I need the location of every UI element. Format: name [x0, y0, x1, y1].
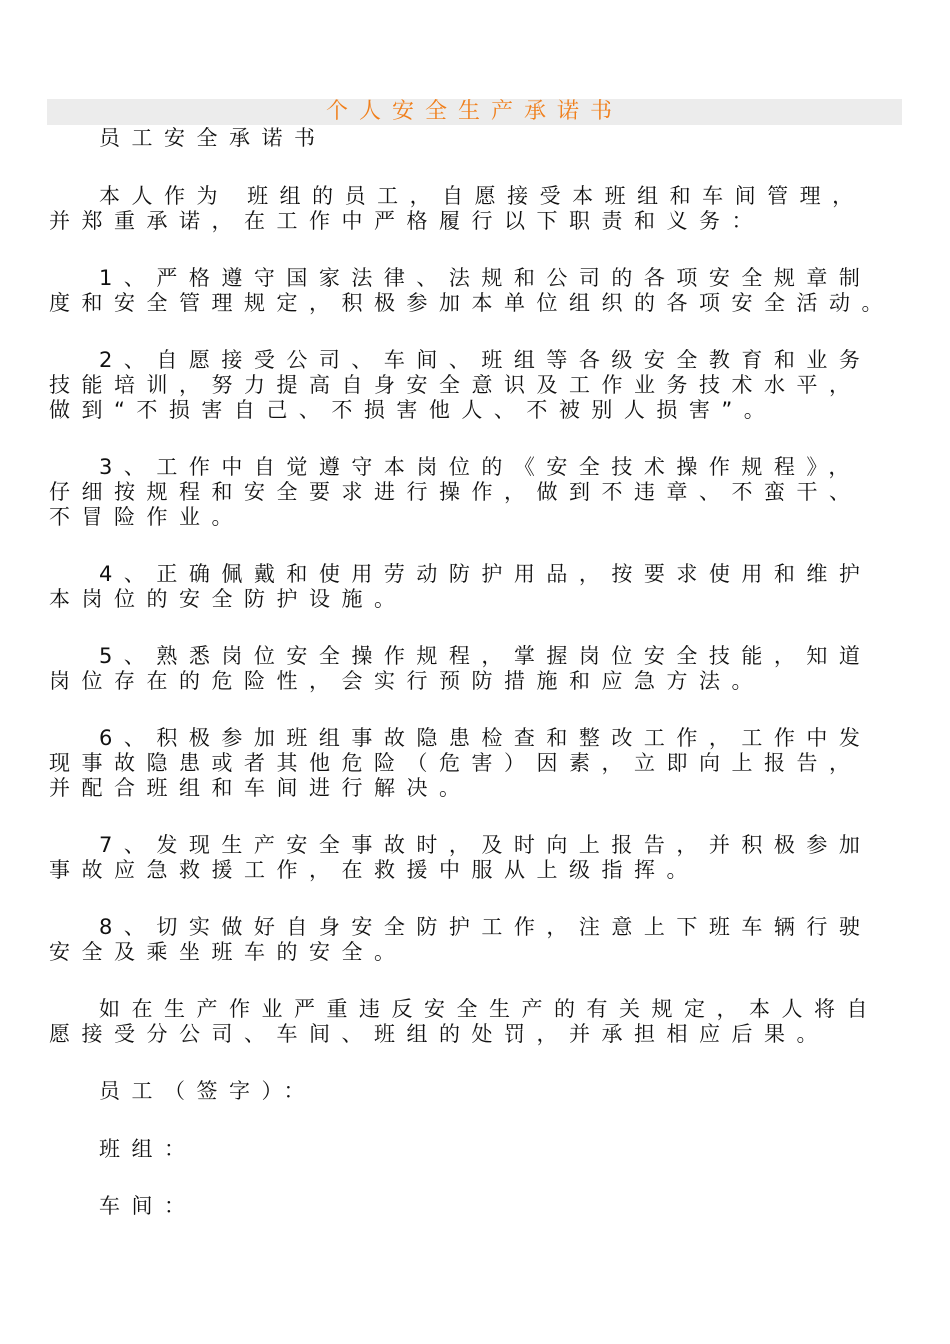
item-2-line-1: 2、自愿接受公司、车间、班组等各级安全教育和业务	[99, 348, 872, 372]
item-5-line-2: 岗位存在的危险性，会实行预防措施和应急方法。	[49, 669, 764, 693]
item-1-line-1: 1、严格遵守国家法律、法规和公司的各项安全规章制	[99, 266, 872, 290]
item-3-line-1: 3、工作中自觉遵守本岗位的《安全技术操作规程》，	[99, 455, 861, 479]
item-6-line-2: 现事故隐患或者其他危险（危害）因素，立即向上报告，	[49, 751, 862, 775]
item-6-line-3: 并配合班组和车间进行解决。	[49, 776, 472, 800]
closing-line-1: 如在生产作业严重违反安全生产的有关规定，本人将自	[99, 997, 879, 1021]
item-2-line-2: 技能培训，努力提高自身安全意识及工作业务技术水平，	[49, 373, 862, 397]
workshop-signature-label: 车间：	[99, 1194, 197, 1218]
intro-line-2: 并郑重承诺，在工作中严格履行以下职责和义务：	[49, 209, 764, 233]
item-7-line-2: 事故应急救援工作，在救援中服从上级指挥。	[49, 858, 699, 882]
item-2-line-3: 做到“不损害自己、不损害他人、不被别人损害”。	[49, 398, 777, 422]
closing-line-2: 愿接受分公司、车间、班组的处罚，并承担相应后果。	[49, 1022, 829, 1046]
title-bar	[47, 99, 902, 125]
document-title: 个人安全生产承诺书	[325, 99, 623, 124]
team-signature-label: 班组：	[99, 1137, 197, 1161]
item-4-line-1: 4、正确佩戴和使用劳动防护用品，按要求使用和维护	[99, 562, 872, 586]
item-5-line-1: 5、熟悉岗位安全操作规程，掌握岗位安全技能，知道	[99, 644, 872, 668]
intro-line-1: 本人作为 班组的员工，自愿接受本班组和车间管理，	[99, 184, 865, 208]
subtitle: 员工安全承诺书	[99, 126, 327, 150]
item-3-line-3: 不冒险作业。	[49, 505, 244, 529]
item-1-line-2: 度和安全管理规定，积极参加本单位组织的各项安全活动。	[49, 291, 894, 315]
item-8-line-1: 8、切实做好自身安全防护工作，注意上下班车辆行驶	[99, 915, 872, 939]
item-6-line-1: 6、积极参加班组事故隐患检查和整改工作，工作中发	[99, 726, 872, 750]
item-3-line-2: 仔细按规程和安全要求进行操作，做到不违章、不蛮干、	[49, 480, 862, 504]
item-7-line-1: 7、发现生产安全事故时，及时向上报告，并积极参加	[99, 833, 872, 857]
item-4-line-2: 本岗位的安全防护设施。	[49, 587, 407, 611]
employee-signature-label: 员工（签字）：	[99, 1079, 316, 1103]
item-8-line-2: 安全及乘坐班车的安全。	[49, 940, 407, 964]
